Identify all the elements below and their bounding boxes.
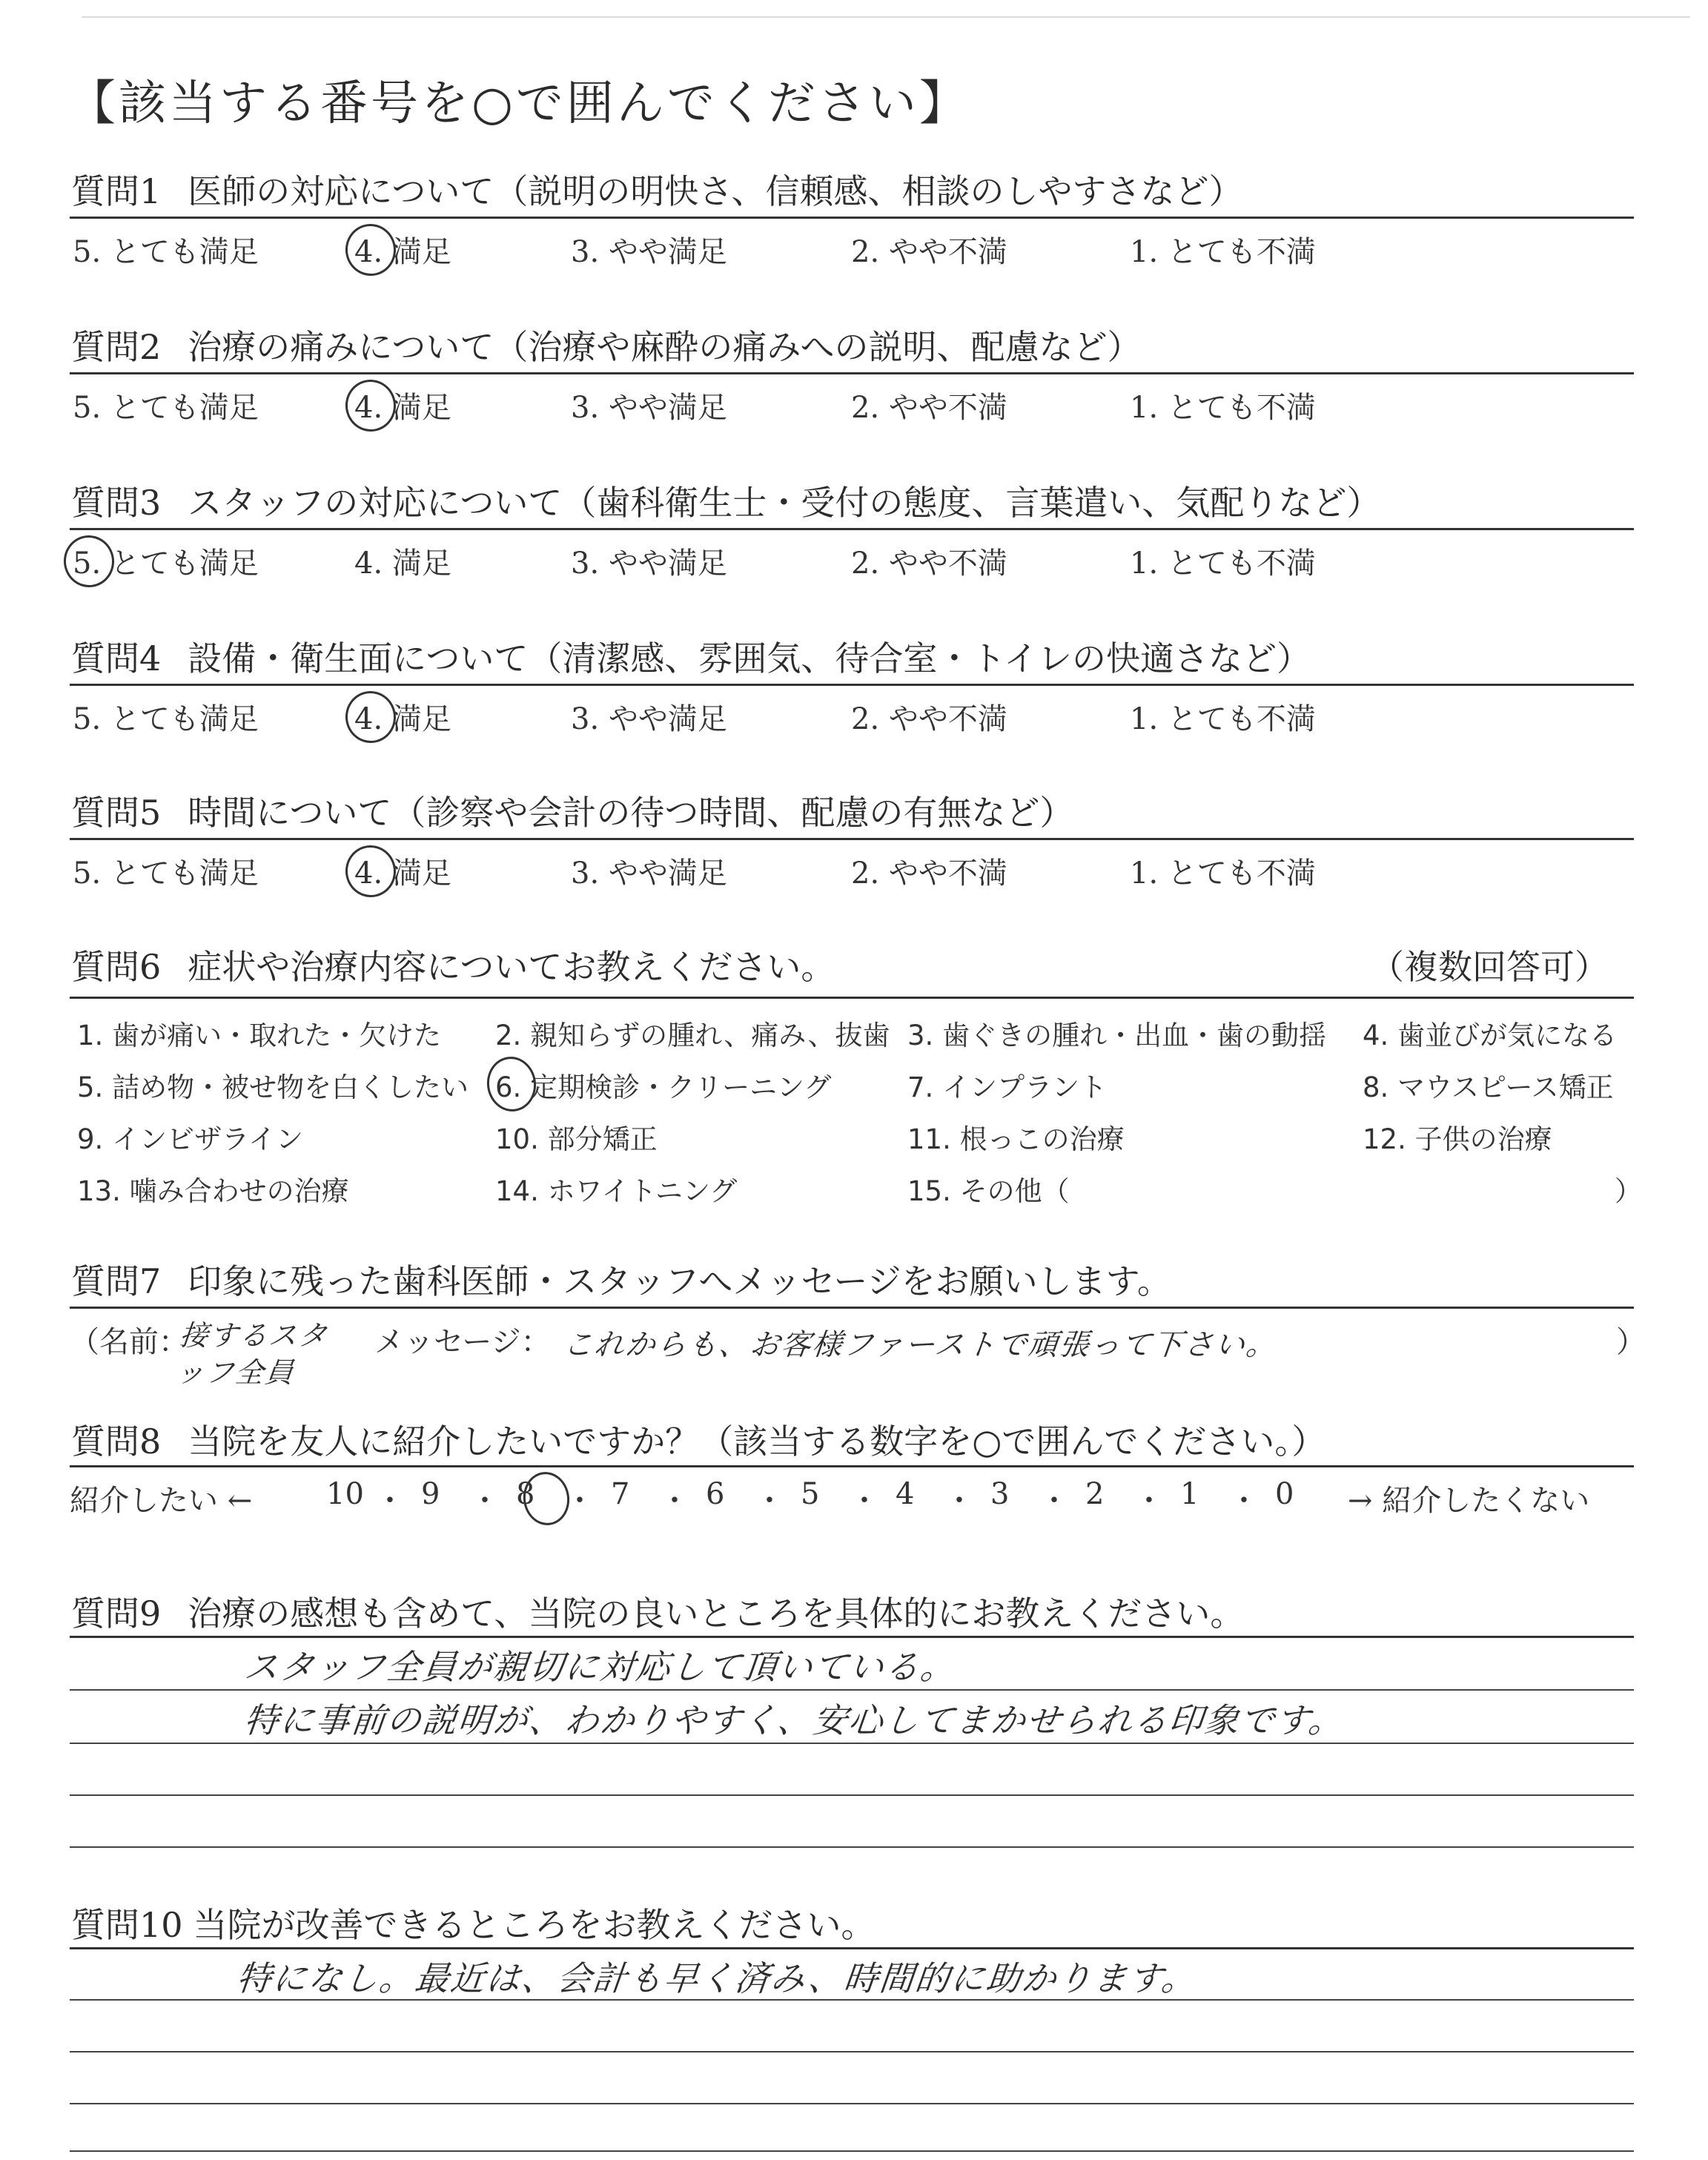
rating-option[interactable]: 2. やや不満 [851,235,1007,269]
question-2-header [71,320,1141,369]
recommend-score[interactable]: 4 [896,1477,915,1511]
scale-separator-dot: ・ [755,1484,784,1518]
rating-option[interactable]: 4. 満足 [354,235,451,269]
question-rule [70,684,1634,686]
selected-circle-mark [483,1054,540,1114]
rating-option[interactable]: 5. とても満足 [73,856,259,891]
question-text: 時間について（診察や会計の待つ時間、配慮の有無など） [188,793,1074,833]
rating-option[interactable]: 2. やや不満 [851,856,1007,891]
question-text: 症状や治療内容についてお教えください。 [188,947,835,987]
recommend-score[interactable]: 3 [990,1477,1010,1511]
answer-handwritten: スタッフ全員が親切に対応して頂いている。 [242,1647,959,1687]
rating-option[interactable]: 4. 満足 [354,546,451,581]
answer-line [70,1846,1634,1848]
symptom-option[interactable]: 1. 歯が痛い・取れた・欠けた [77,1020,442,1051]
rating-option[interactable]: 2. やや不満 [851,391,1007,425]
question-9-rule [70,1636,1634,1638]
question-number: 質問9 [71,1593,162,1634]
question-rule [70,217,1634,219]
rating-option[interactable]: 1. とても不満 [1130,546,1316,581]
page-title: 【該当する番号を○で囲んでください】 [68,76,970,131]
question-number: 質問7 [71,1261,162,1301]
rating-option[interactable]: 2. やや不満 [851,546,1007,581]
scale-separator-dot: ・ [375,1484,405,1518]
rating-option[interactable]: 1. とても不満 [1130,702,1316,736]
question-1-header [71,165,1243,214]
scale-separator-dot: ・ [565,1484,595,1518]
scale-separator-dot: ・ [1134,1484,1164,1518]
question-number: 質問6 [71,947,162,987]
rating-option[interactable]: 5. とても満足 [73,235,259,269]
question-text: 治療の感想も含めて、当院の良いところを具体的にお教えください。 [188,1593,1245,1634]
recommend-score[interactable]: 1 [1180,1477,1199,1511]
question-7-rule [70,1307,1634,1309]
rating-option[interactable]: 2. やや不満 [851,702,1007,736]
recommend-score[interactable]: 0 [1275,1477,1294,1511]
question-text: 印象に残った歯科医師・スタッフへメッセージをお願いします。 [188,1261,1171,1301]
name-label: （名前： [70,1325,188,1359]
recommend-score[interactable]: 2 [1085,1477,1105,1511]
answer-line [70,1689,1634,1691]
scale-separator-dot: ・ [1229,1484,1259,1518]
scan-top-edge [82,16,1690,18]
question-5-header [71,786,1073,835]
question-number: 質問8 [71,1421,162,1462]
question-8-rule [70,1465,1634,1467]
question-text: 治療の痛みについて（治療や麻酔の痛みへの説明、配慮など） [188,327,1142,367]
question-number: 質問5 [71,793,162,833]
symptom-option[interactable]: 7. インプラント [907,1071,1108,1103]
recommend-score[interactable]: 6 [706,1477,725,1511]
question-text: 当院が改善できるところをお教えください。 [193,1905,875,1945]
answer-line [70,1743,1634,1744]
question-number: 質問4 [71,638,162,678]
other-close-paren: ） [1615,1175,1642,1207]
recommend-score[interactable]: 10 [326,1477,364,1511]
rating-option[interactable]: 3. やや満足 [571,235,727,269]
answer-line [70,2103,1634,2104]
question-3-header [71,476,1380,525]
scale-separator-dot: ・ [470,1484,500,1518]
question-9-header [71,1587,1244,1636]
symptom-option[interactable]: 8. マウスピース矯正 [1363,1071,1614,1103]
answer-handwritten: 特に事前の説明が、わかりやすく、安心してまかせられる印象です。 [242,1700,1346,1740]
rating-option[interactable]: 4. 満足 [354,702,451,736]
rating-option[interactable]: 1. とても不満 [1130,856,1316,891]
recommend-score[interactable]: 7 [611,1477,630,1511]
recommend-right-label: → 紹介したくない [1348,1484,1590,1518]
name-handwritten: 接するスタッフ全員 [174,1319,330,1389]
symptom-option[interactable]: 14. ホワイトニング [495,1175,738,1207]
question-rule [70,528,1634,530]
symptom-option[interactable]: 5. 詰め物・被せ物を白くしたい [77,1071,469,1103]
symptom-option[interactable]: 3. 歯ぐきの腫れ・出血・歯の動揺 [907,1020,1327,1051]
answer-line [70,2150,1634,2152]
rating-option[interactable]: 4. 満足 [354,391,451,425]
question-6-header [71,940,835,989]
symptom-option[interactable]: 15. その他（ [907,1175,1070,1207]
rating-option[interactable]: 1. とても不満 [1130,391,1316,425]
recommend-left-label: 紹介したい ← [70,1484,253,1518]
question-7-header [71,1255,1171,1304]
multiple-answer-note: （複数回答可） [1370,947,1609,987]
question-text: スタッフの対応について（歯科衛生士・受付の態度、言葉遣い、気配りなど） [188,483,1381,523]
question-text: 当院を友人に紹介したいですか？（該当する数字を○で囲んでください。） [188,1421,1326,1462]
symptom-option[interactable]: 4. 歯並びが気になる [1363,1020,1618,1051]
symptom-option[interactable]: 12. 子供の治療 [1363,1123,1552,1155]
symptom-option[interactable]: 6. 定期検診・クリーニング [495,1071,832,1103]
symptom-option[interactable]: 10. 部分矯正 [495,1123,658,1155]
scale-separator-dot: ・ [850,1484,879,1518]
question-rule [70,372,1634,374]
question-number: 質問3 [71,483,162,523]
question-text: 医師の対応について（説明の明快さ、信頼感、相談のしやすさなど） [188,171,1243,211]
message-label: メッセージ： [374,1325,551,1359]
symptom-option[interactable]: 9. インビザライン [77,1123,303,1155]
symptom-option[interactable]: 13. 噛み合わせの治療 [77,1175,349,1207]
question-rule [70,838,1634,840]
scale-separator-dot: ・ [1039,1484,1069,1518]
rating-option[interactable]: 4. 満足 [354,856,451,891]
question-8-header [71,1415,1325,1464]
answer-line [70,1794,1634,1796]
message-close-paren: ） [1616,1325,1646,1359]
rating-option[interactable]: 3. やや満足 [571,391,727,425]
rating-option[interactable]: 5. とても満足 [73,546,259,581]
rating-option[interactable]: 1. とても不満 [1130,235,1316,269]
rating-option[interactable]: 3. やや満足 [571,546,727,581]
question-4-header [71,632,1311,681]
question-text: 設備・衛生面について（清潔感、雰囲気、待合室・トイレの快適さなど） [188,638,1311,678]
rating-option[interactable]: 5. とても満足 [73,391,259,425]
answer-line [70,2051,1634,2052]
recommend-score[interactable]: 9 [421,1477,440,1511]
rating-option[interactable]: 5. とても満足 [73,702,259,736]
question-number: 質問10 [71,1905,183,1945]
question-number: 質問2 [71,327,162,367]
recommend-score[interactable]: 5 [801,1477,820,1511]
scale-separator-dot: ・ [660,1484,689,1518]
recommend-score[interactable]: 8 [516,1477,535,1511]
answer-handwritten: 特になし。最近は、会計も早く済み、時間的に助かります。 [234,1958,1199,1998]
message-handwritten: これからも、お客様ファーストで頑張って下さい。 [561,1328,1280,1362]
symptom-option[interactable]: 11. 根っこの治療 [907,1123,1125,1155]
question-number: 質問1 [71,171,162,211]
scale-separator-dot: ・ [944,1484,974,1518]
symptom-option[interactable]: 2. 親知らずの腫れ、痛み、抜歯 [495,1020,890,1051]
question-10-header [71,1898,875,1947]
rating-option[interactable]: 3. やや満足 [571,702,727,736]
rating-option[interactable]: 3. やや満足 [571,856,727,891]
question-6-rule [70,997,1634,999]
question-10-rule [70,1947,1634,1949]
